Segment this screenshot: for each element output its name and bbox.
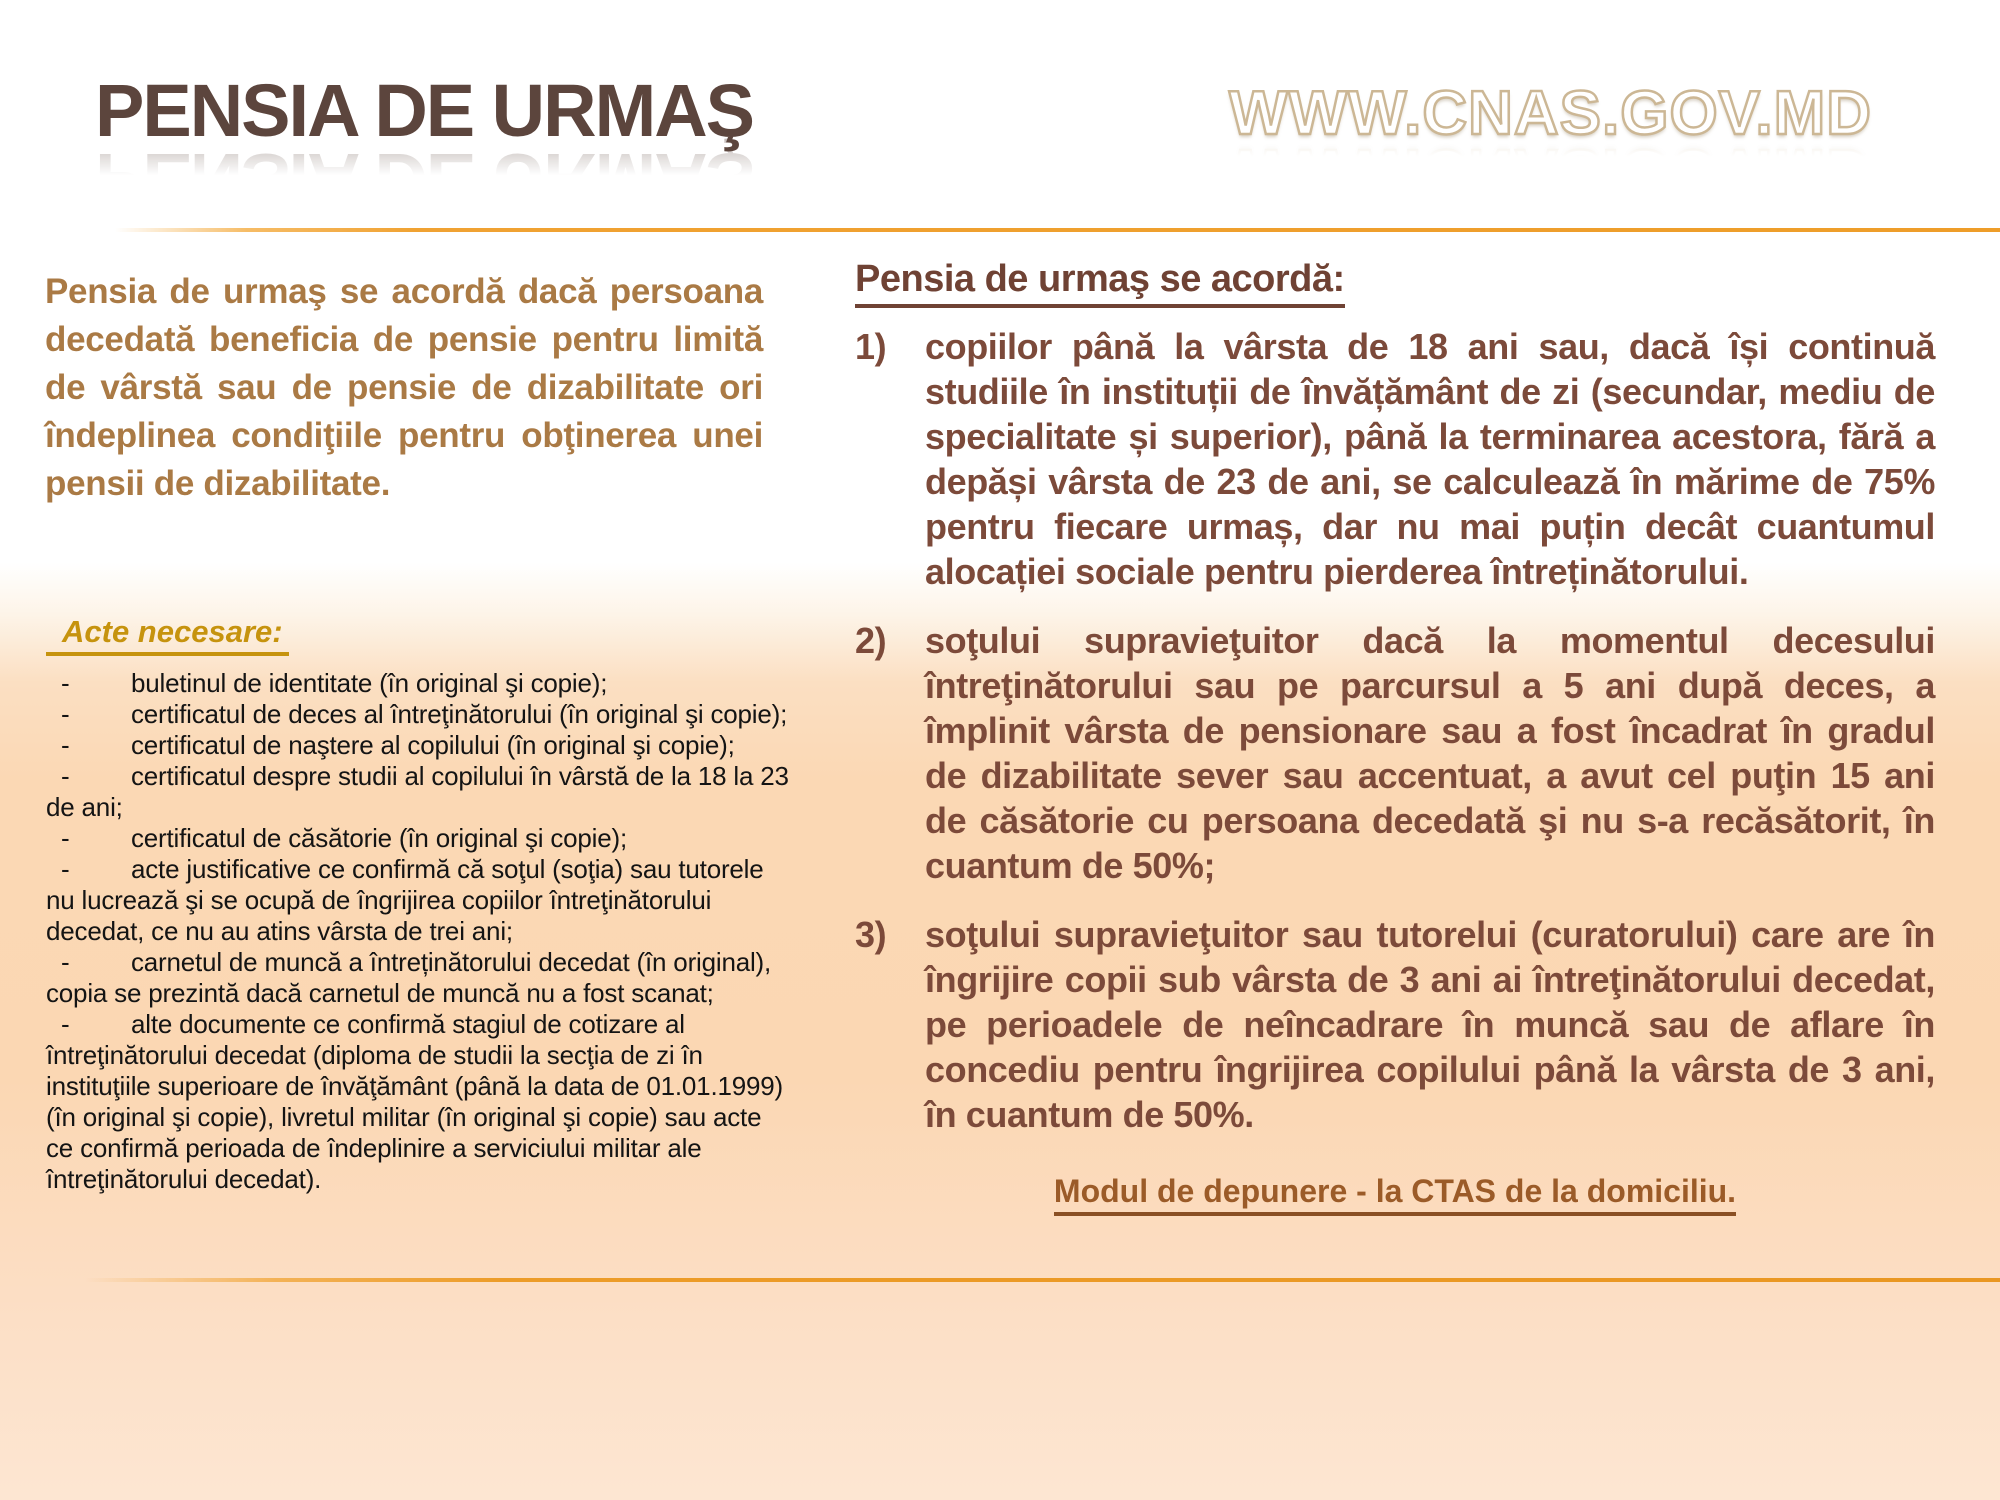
list-item-text: alte documente ce confirmă stagiul de cotizare al întreţinătorului decedat (diploma de studii la secţia de zi în instituţiile superioare de învăţământ (până la data de 01.01.1999) (în original şi copie), livretul militar (în original şi copie) sau acte ce confirmă perioada de îndeplinire a serviciului militar ale întreţinătorului decedat). [46,1009,783,1194]
dash-bullet: - [61,1009,70,1039]
item-text: soţului supravieţuitor sau tutorelui (curatorului) care are în îngrijire copii sub vârsta de 3 ani ai întreţinătorului decedat, pe perioadele de neîncadrare în muncă sau de aflare în concediu pentru îngrijirea copilului până la vârsta de 3 ani, în cuantum de 50%. [925,914,1935,1135]
list-item-text: certificatul de căsătorie (în original şi copie); [131,823,627,853]
numbered-item [855,618,1935,888]
dash-bullet: - [61,947,70,977]
item-number: 1) [855,326,887,367]
required-documents-section [46,614,794,1195]
dash-bullet: - [61,854,70,884]
dash-bullet: - [61,823,70,853]
top-divider [115,228,2000,232]
item-text: copiilor până la vârsta de 18 ani sau, dacă își continuă studiile în instituții de învățământ de zi (secundar, mediu de specialitate și superior), până la terminarea acestora, fără a depăși vârsta de 23 de ani, se calculează în mărime de 75% pentru fiecare urmaș, dar nu mai puțin decât cuantumul alocației sociale pentru pierderea întreținătorului. [925,326,1935,592]
list-item-text: certificatul de naştere al copilului (în original şi copie); [131,730,735,760]
item-text: soţului supravieţuitor dacă la momentul decesului întreţinătorului sau pe parcursul a 5 ani după deces, a împlinit vârsta de pensionare sau a fost încadrat în gradul de dizabilitate sever sau accentuat, a avut cel puţin 15 ani de căsătorie cu persoana decedată şi nu s-a recăsătorit, în cuantum de 50%; [925,620,1935,886]
bottom-divider [85,1278,2000,1282]
conditions-heading: Pensia de urmaş se acordă: [855,258,1345,308]
dash-bullet: - [61,730,70,760]
list-item [46,699,794,730]
numbered-item [855,324,1935,594]
dash-bullet: - [61,761,70,791]
list-item [46,854,794,947]
item-number: 2) [855,620,887,661]
documents-heading: Acte necesare: [46,614,289,656]
dash-bullet: - [61,699,70,729]
list-item [46,730,794,761]
documents-list [46,668,794,1195]
page-title: PENSIA DE URMAŞ [95,69,754,152]
list-item-text: acte justificative ce confirmă că soţul (soţia) sau tutorele nu lucrează şi se ocupă de îngrijirea copiilor întreţinătorului decedat, ce nu au atins vârsta de trei ani; [46,854,764,946]
conditions-list [855,324,1935,1137]
list-item [46,823,794,854]
list-item-text: certificatul despre studii al copilului în vârstă de la 18 la 23 de ani; [46,761,789,822]
conditions-section [855,258,1935,1216]
website-watermark: WWW.CNAS.GOV.MD [1228,79,1872,148]
intro-paragraph: Pensia de urmaş se acordă dacă persoana decedată beneficia de pensie pentru limită de vârstă sau de pensie de dizabilitate ori îndeplinea condiţiile pentru obţinerea unei pensii de dizabilitate. [45,272,763,503]
item-number: 3) [855,914,887,955]
list-item-text: certificatul de deces al întreţinătorului (în original şi copie); [131,699,788,729]
numbered-item [855,912,1935,1137]
list-item-text: carnetul de muncă a întreținătorului decedat (în original), copia se prezintă dacă carnetul de muncă nu a fost scanat; [46,947,772,1008]
list-item [46,668,794,699]
list-item [46,1009,794,1195]
submission-note: Modul de depunere - la CTAS de la domiciliu. [855,1173,1935,1216]
list-item [46,947,794,1009]
list-item-text: buletinul de identitate (în original şi copie); [131,668,608,698]
dash-bullet: - [61,668,70,698]
list-item [46,761,794,823]
